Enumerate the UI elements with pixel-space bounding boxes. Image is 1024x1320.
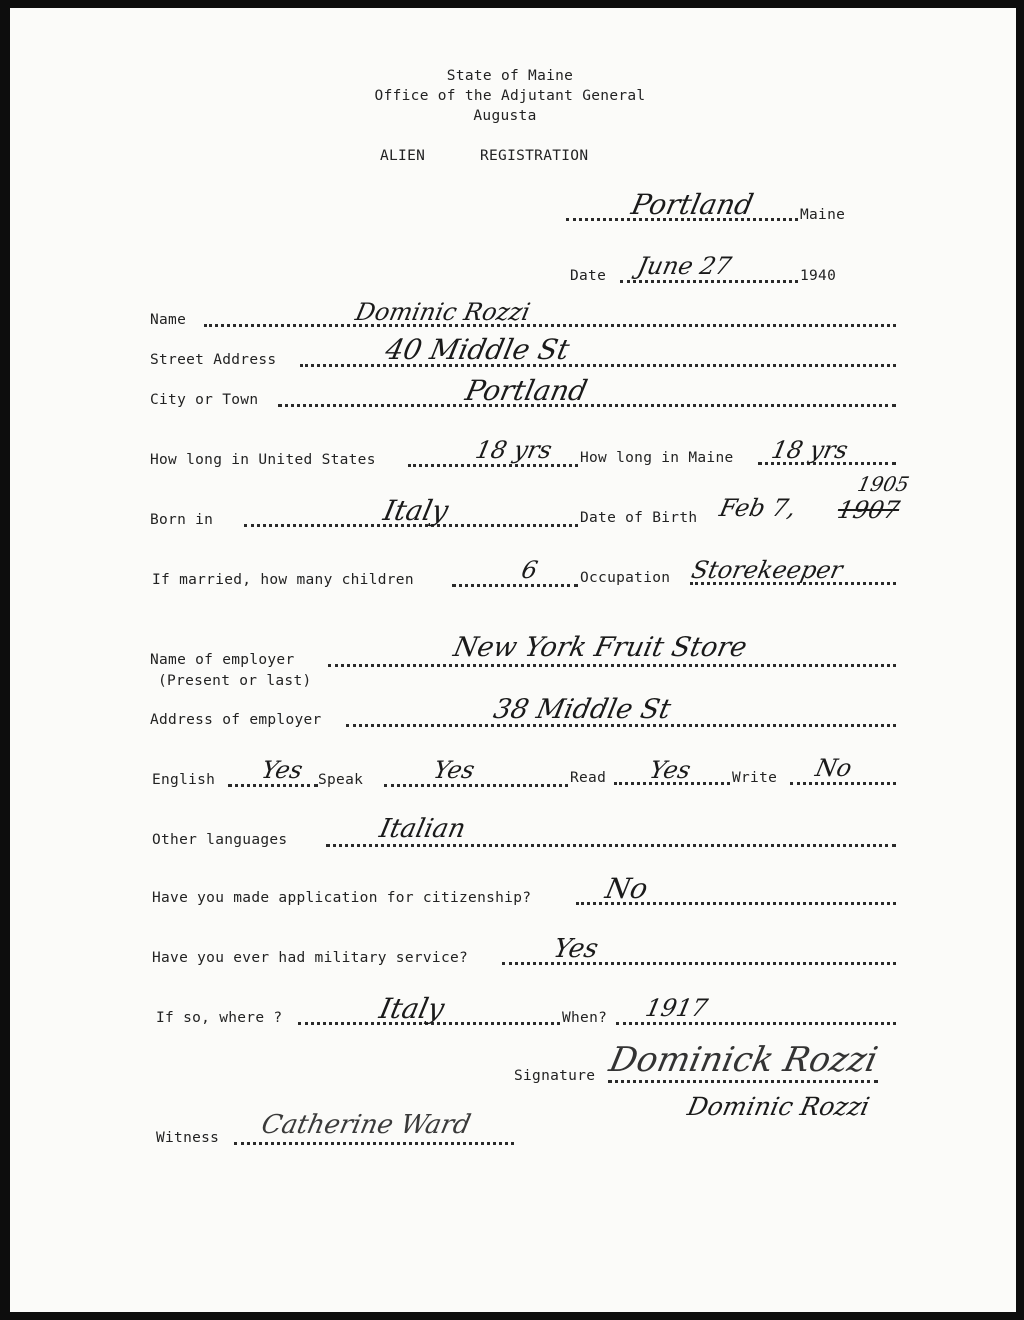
english-label: English [152,772,216,788]
dob-label: Date of Birth [580,510,698,526]
children-dots [452,584,578,587]
write-value: No [813,754,855,782]
witness-dots [234,1142,514,1145]
header-city: Augusta [473,108,537,124]
us-years-label: How long in United States [150,452,376,468]
header-office: Office of the Adjutant General [374,88,646,104]
other-languages-value: Italian [376,814,469,844]
city-dots [278,404,896,407]
signature-label: Signature [514,1068,596,1084]
signature-secondary: Dominic Rozzi [684,1092,873,1121]
form-title-registration: REGISTRATION [480,148,589,164]
english-value: Yes [259,756,306,784]
speak-label: Speak [318,772,364,788]
city-label: City or Town [150,392,259,408]
name-label: Name [150,312,187,328]
street-value: 40 Middle St [382,333,573,366]
employer-address-value: 38 Middle St [490,694,674,725]
dob-year: 1905 [855,472,912,496]
occupation-value: Storekeeper [689,556,846,584]
header-state: State of Maine [446,68,574,84]
employer-label: Name of employer [150,652,295,668]
city-value: Portland [462,374,591,407]
form-title-alien: ALIEN [380,148,426,164]
us-years-dots [408,464,578,467]
maine-years-value: 18 yrs [769,436,851,464]
english-dots [228,784,318,787]
read-value: Yes [647,756,694,784]
read-label: Read [570,770,607,786]
maine-years-label: How long in Maine [580,450,734,466]
date-dots [620,280,798,283]
where-value: Italy [376,992,448,1025]
place-suffix: Maine [800,207,846,223]
write-dots [790,782,896,785]
employer-sublabel: (Present or last) [158,673,312,689]
other-languages-label: Other languages [152,832,288,848]
date-year: 1940 [800,268,837,284]
street-label: Street Address [150,352,277,368]
occupation-label: Occupation [580,570,671,586]
speak-value: Yes [431,756,478,784]
write-label: Write [732,770,778,786]
children-value: 6 [519,556,541,584]
witness-label: Witness [156,1130,220,1146]
when-value: 1917 [643,994,711,1022]
born-label: Born in [150,512,214,528]
military-value: Yes [550,934,601,964]
employer-address-label: Address of employer [150,712,322,728]
employer-value: New York Fruit Store [450,632,750,663]
us-years-value: 18 yrs [473,436,555,464]
name-value: Dominic Rozzi [353,298,533,326]
signature-value: Dominick Rozzi [605,1040,882,1080]
when-label: When? [562,1010,608,1026]
where-label: If so, where ? [156,1010,283,1026]
employer-dots [328,664,896,667]
other-languages-dots [326,844,896,847]
speak-dots [384,784,568,787]
signature-dots [608,1080,878,1083]
citizenship-label: Have you made application for citizenship? [152,890,532,906]
born-value: Italy [380,494,452,527]
place-value: Portland [628,188,757,221]
witness-value: Catherine Ward [258,1110,474,1140]
date-value: June 27 [635,252,734,280]
name-dots [204,324,896,327]
date-label: Date [570,268,607,284]
citizenship-value: No [602,872,651,905]
dob-value: Feb 7, [717,494,799,522]
children-label: If married, how many children [152,572,414,588]
military-label: Have you ever had military service? [152,950,469,966]
dob-year-crossed: 1907 [835,496,903,524]
when-dots [616,1022,896,1025]
